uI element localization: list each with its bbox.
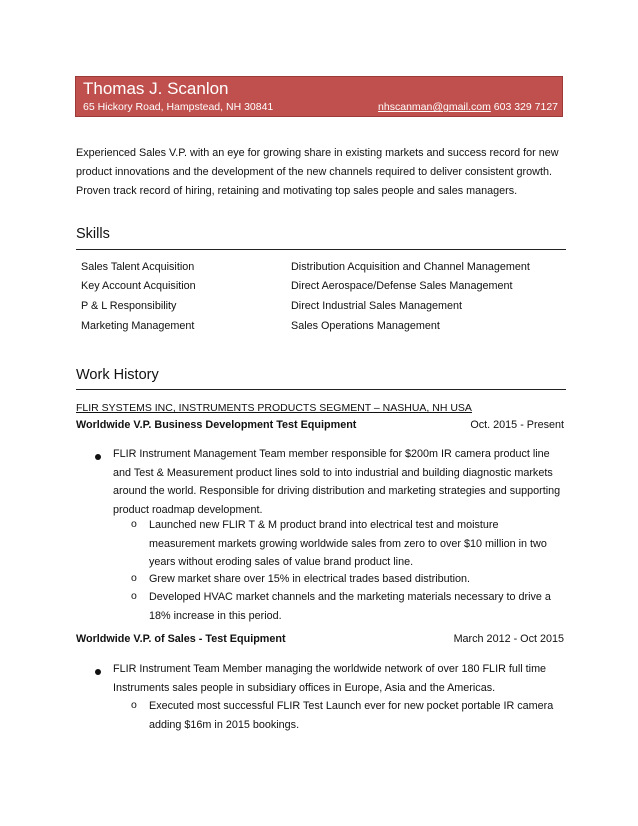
role-bullet-text: FLIR Instrument Team Member managing the worldwide network of over 180 FLIR full time Instruments sales people in subsidiary offices in Europe, Asia and the Americas.	[113, 663, 547, 694]
sub-bullet-marker: o	[131, 699, 137, 711]
role-dates: March 2012 - Oct 2015	[453, 633, 564, 645]
skills-heading: Skills	[76, 226, 110, 242]
email-link[interactable]: nhscanman@gmail.com	[378, 101, 491, 113]
candidate-name: Thomas J. Scanlon	[83, 79, 229, 98]
address: 65 Hickory Road, Hampstead, NH 30841	[83, 101, 274, 113]
role-title: Worldwide V.P. Business Development Test Equipment	[76, 419, 357, 431]
sub-bullet-marker: o	[131, 590, 137, 602]
contact-info	[378, 101, 558, 113]
company-name: FLIR SYSTEMS INC, INSTRUMENTS PRODUCTS SEGMENT – NASHUA, NH USA	[76, 402, 472, 414]
skills-divider	[76, 249, 566, 250]
header-banner	[75, 76, 563, 117]
sub-bullet-text: Grew market share over 15% in electrical trades based distribution.	[149, 573, 471, 585]
skill-item: Distribution Acquisition and Channel Management	[291, 261, 530, 273]
skill-item: P & L Responsibility	[81, 300, 177, 312]
skill-item: Direct Industrial Sales Management	[291, 300, 463, 312]
summary-paragraph: Experienced Sales V.P. with an eye for growing share in existing markets and success record for new product innovations and the development of the new channels required to deliver consistent growth. Proven track record of hiring, retaining and motivating top sales people and sales managers.	[76, 147, 559, 197]
skill-item: Sales Talent Acquisition	[81, 261, 195, 273]
phone: 603 329 7127	[493, 101, 558, 113]
role-dates: Oct. 2015 - Present	[470, 419, 564, 431]
skill-item: Marketing Management	[81, 320, 195, 332]
sub-bullet-marker: o	[131, 572, 137, 584]
work-history-heading: Work History	[76, 367, 159, 383]
role-title: Worldwide V.P. of Sales - Test Equipment	[76, 633, 286, 645]
sub-bullet-text: Developed HVAC market channels and the marketing materials necessary to drive a 18% increase in this period.	[149, 591, 551, 622]
sub-bullet-text: Executed most successful FLIR Test Launch ever for new pocket portable IR camera adding $16m in 2015 bookings.	[149, 700, 554, 731]
sub-bullet-text: Launched new FLIR T & M product brand into electrical test and moisture measurement markets growing worldwide sales from zero to over $10 million in two years without eroding sales of value brand product line.	[149, 519, 547, 568]
skill-item: Direct Aerospace/Defense Sales Management	[291, 280, 513, 292]
sub-bullet-marker: o	[131, 518, 137, 530]
role-bullet-text: FLIR Instrument Management Team member responsible for $200m IR camera product line and Test & Measurement product lines sold to into industrial and building diagnostic markets around the world. Responsible for driving distribution and marketing strategies and supporting product roadmap development.	[113, 448, 561, 516]
bullet-marker	[95, 669, 101, 675]
work-history-divider	[76, 389, 566, 390]
skill-item: Sales Operations Management	[291, 320, 440, 332]
bullet-marker	[95, 454, 101, 460]
skill-item: Key Account Acquisition	[81, 280, 196, 292]
